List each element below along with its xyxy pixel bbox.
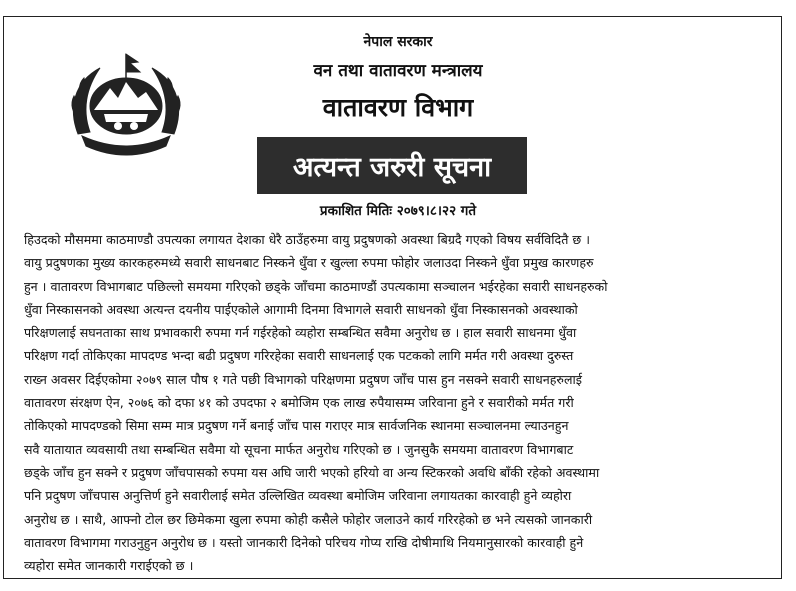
- body-line: राख्न अवसर दिईएकोमा २०७९ साल पौष १ गते पछी विभागको परिक्षणमा प्रदुषण जाँच पास हुन नसक्ने सवारी साधनहरुलाई: [24, 371, 582, 387]
- ministry-name: वन तथा वातावरण मन्त्रालय: [313, 61, 483, 81]
- body-line: पनि प्रदुषण जाँचपास अनुत्तिर्ण हुने सवारीलाई समेत उल्लिखित व्यवस्था बमोजिम जरिवाना लगायतका कारवाही हुने व्यहोरा: [24, 488, 572, 504]
- body-line: परिक्षण गर्दा तोकिएका मापदण्ड भन्दा बढी प्रदुषण गरिरहेका सवारी साधनलाई एक पटकको लागि मर्मत गरी अवस्था दुरुस्त: [24, 348, 574, 364]
- body-line: धुँवा निस्कासनको अवस्था अत्यन्त दयनीय पाईएकोले आगामी दिनमा विभागले सवारी साधनको धुँवा निस्कासनको अवस्थाको: [24, 301, 578, 317]
- body-line: परिक्षणलाई सघनताका साथ प्रभावकारी रुपमा गर्न गईरहेको व्यहोरा सम्बन्धित सवैमा अनुरोध छ । हाल सवारी साधनमा धुँवा: [24, 325, 577, 341]
- body-line: वायु प्रदुषणका मुख्य कारकहरुमध्ये सवारी साधनबाट निस्कने धुँवा र खुल्ला रुपमा फोहोर जलाउदा निस्कने धुँवा प्रमुख कारणहरु: [24, 255, 594, 271]
- notice-title-banner: [257, 137, 527, 194]
- body-line: तोकिएको मापदण्डको सिमा सम्म मात्र प्रदुषण गर्ने बनाई जाँच पास गराएर मात्र सार्वजनिक स्थानमा सञ्चालनमा ल्याउनहुन: [24, 418, 569, 434]
- government-name: नेपाल सरकार: [363, 34, 433, 50]
- body-line: अनुरोध छ । साथै, आफ्नो टोल छर छिमेकमा खुला रुपमा कोही कसैले फोहोर जलाउने कार्य गरिरहेको छ भने त्यसको जानकारी: [24, 511, 593, 527]
- body-line: वातावरण विभागमा गराउनुहुन अनुरोध छ । यस्तो जानकारी दिनेको परिचय गोप्य राखि दोषीमाथि नियमानुसारको कारवाही हुने: [24, 534, 584, 550]
- body-line: वातावरण संरक्षण ऐन, २०७६ को दफा ४१ को उपदफा २ बमोजिम एक लाख रुपैयासम्म जरिवाना हुने र सवारीको मर्मत गरी: [24, 395, 574, 411]
- notice-title: अत्यन्त जरुरी सूचना: [292, 152, 492, 183]
- body-line: हिउदको मौसममा काठमाण्डौ उपत्यका लगायत देशका धेरै ठाउँहरुमा वायु प्रदुषणको अवस्था बिग्रदै गएको विषय सर्वविदितै छ ।: [24, 232, 590, 247]
- published-date: प्रकाशित मितिः २०७९।८।२२ गते: [319, 203, 477, 219]
- body-line: छड्के जाँच हुन सक्ने र प्रदुषण जाँचपासको रुपमा यस अघि जारी भएको हरियो वा अन्य स्टिकरको अवधि बाँकी रहेको अवस्थामा: [24, 464, 600, 480]
- body-line: व्यहोरा समेत जानकारी गराईएको छ ।: [24, 558, 194, 574]
- body-line: सवै यातायात व्यवसायी तथा सम्बन्धित सवैमा यो सूचना मार्फत अनुरोध गरिएको छ । जुनसुकै समयमा वातावरण विभागबाट: [24, 441, 574, 457]
- notice-body: [24, 228, 776, 577]
- body-line: हुन । वातावरण विभागबाट पछिल्लो समयमा गरिएको छड्के जाँचमा काठमाण्डौं उपत्यकामा सञ्चालन भईरहेका सवारी साधनहरुको: [24, 278, 608, 294]
- department-name: वातावरण विभाग: [322, 93, 474, 122]
